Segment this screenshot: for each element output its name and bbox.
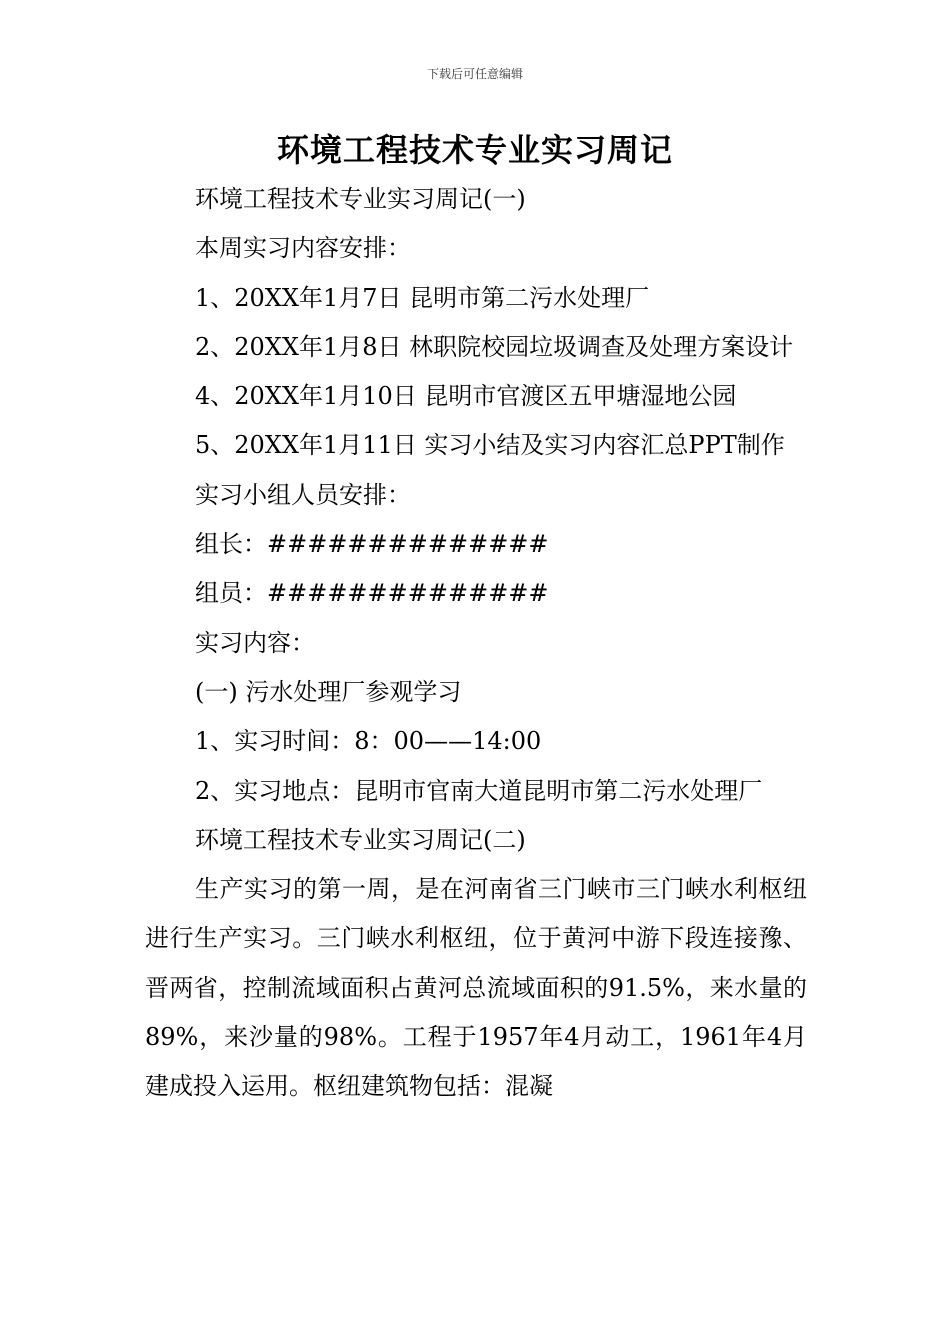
paragraph-team-heading: 实习小组人员安排： — [195, 480, 411, 509]
document-body — [145, 175, 807, 1112]
document-title: 环境工程技术专业实习周记 — [276, 131, 673, 169]
paragraph-schedule-item-4: 4、20XX年1月10日 昆明市官渡区五甲塘湿地公园 — [195, 382, 737, 411]
page-header-note: 下载后可任意编辑 — [426, 67, 523, 81]
paragraph-schedule-item-2: 2、20XX年1月8日 林职院校园垃圾调查及处理方案设计 — [195, 332, 794, 361]
paragraph-schedule-item-1: 1、20XX年1月7日 昆明市第二污水处理厂 — [195, 283, 650, 312]
paragraph-weekly-heading-1: 环境工程技术专业实习周记(一) — [195, 185, 526, 213]
paragraph-team-leader: 组长：############## — [195, 530, 549, 559]
paragraph-weekly-heading-2: 环境工程技术专业实习周记(二) — [195, 825, 526, 854]
paragraph-production-practice: 生产实习的第一周，是在河南省三门峡市三门峡水利枢纽进行生产实习。三门峡水利枢纽，位于黄河中游下段连接豫、晋两省，控制流域面积占黄河总流域面积的91.5%，来水量的89%，来沙量的98%。工程于1957年4月动工，1961年4月建成投入运用。枢纽建筑物包括：混凝 — [145, 875, 807, 1101]
paragraph-time: 1、实习时间：8：00——14:00 — [195, 727, 542, 756]
paragraph-section-1-heading: (一) 污水处理厂参观学习 — [195, 677, 462, 706]
paragraph-content-heading: 实习内容： — [195, 628, 315, 657]
paragraph-team-members: 组员：############## — [195, 579, 549, 608]
paragraph-schedule-heading: 本周实习内容安排： — [195, 234, 411, 263]
paragraph-schedule-item-5: 5、20XX年1月11日 实习小结及实习内容汇总PPT制作 — [195, 431, 785, 460]
paragraph-location: 2、实习地点：昆明市官南大道昆明市第二污水处理厂 — [195, 776, 763, 805]
